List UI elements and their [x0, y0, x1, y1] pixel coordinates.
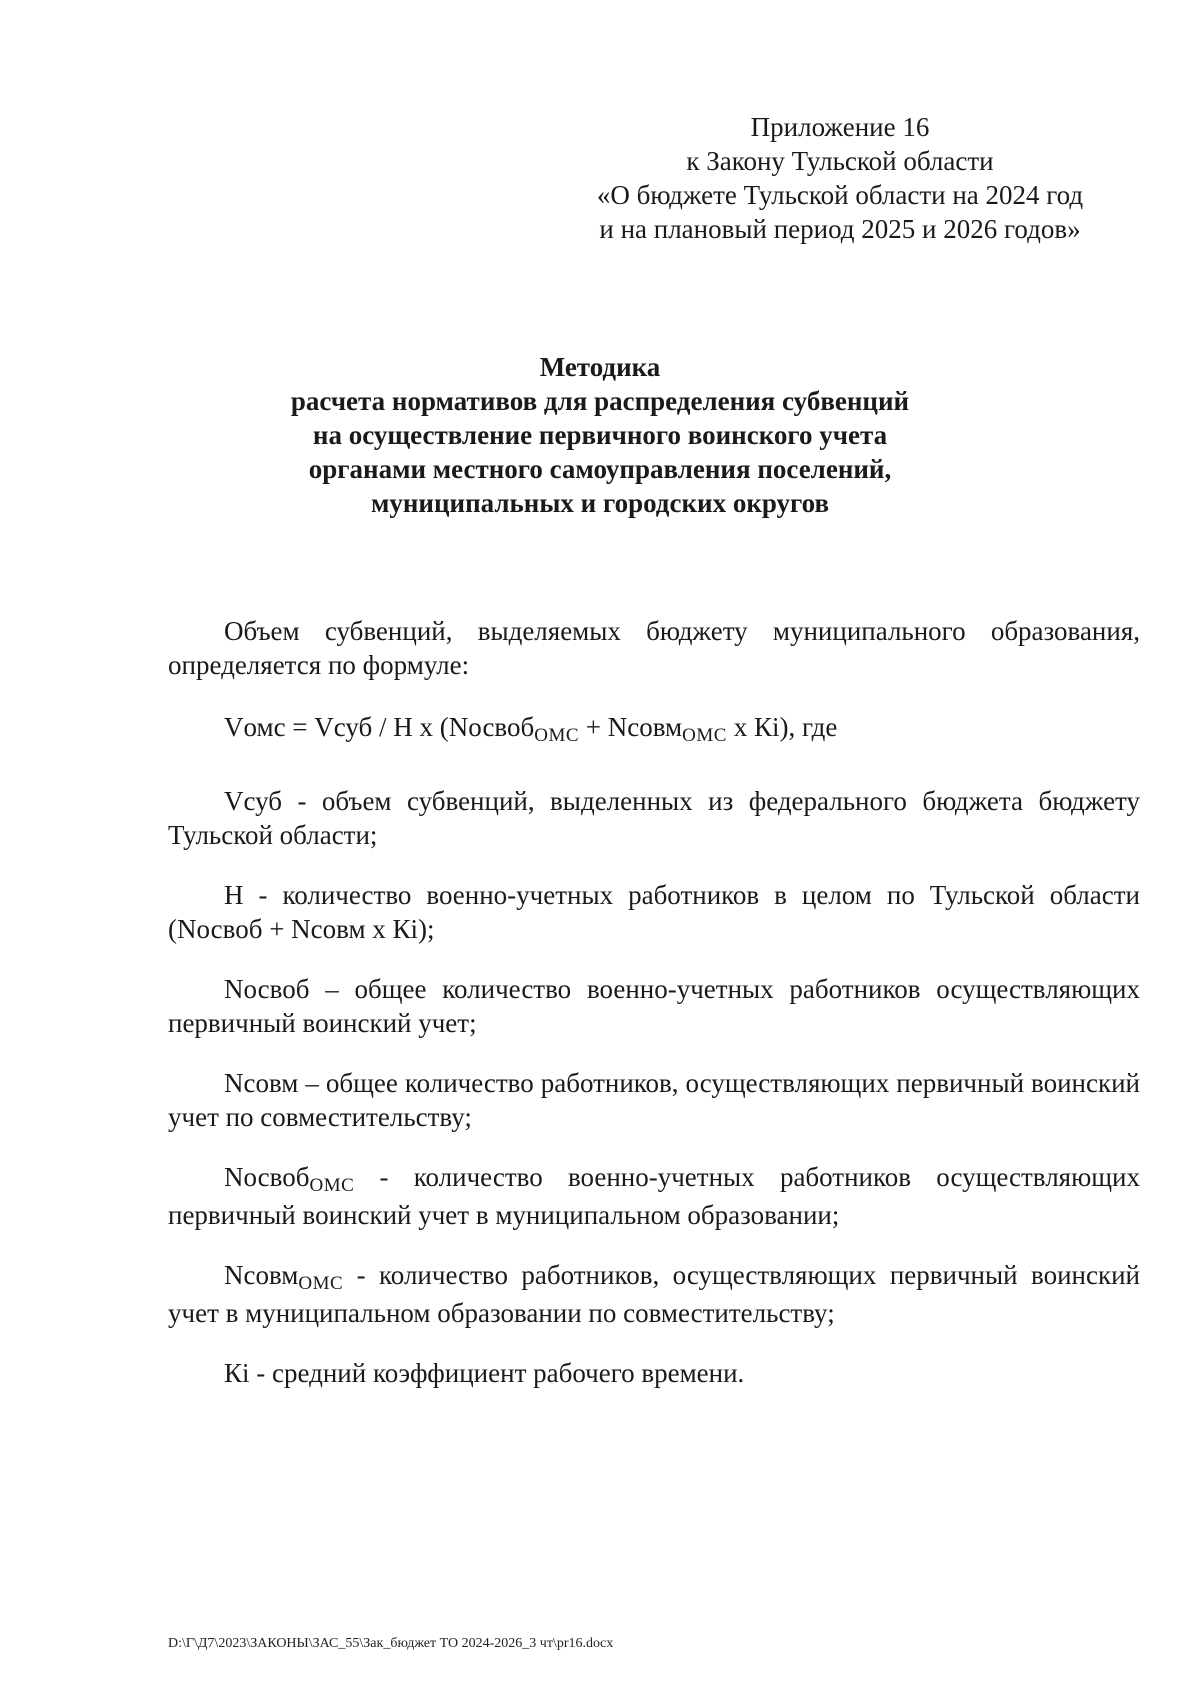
appendix-line-4: и на плановый период 2025 и 2026 годов»: [599, 214, 1081, 244]
formula: [168, 710, 1140, 748]
formula-part-3: х Кi), где: [726, 712, 838, 742]
definition-nosvob-omc: [168, 1160, 1140, 1232]
nosvob-omc-label: [224, 1162, 355, 1196]
file-path-footer: D:\Г\Д7\2023\ЗАКОНЫ\ЗАС_55\Зак_бюджет ТО 2024-2026_3 чт\pr16.docx: [168, 1636, 614, 1651]
appendix-line-1: Приложение 16: [750, 112, 930, 142]
title-line-2: на осуществление первичного воинского учета: [312, 420, 888, 450]
nsovm-omc-label: [224, 1260, 344, 1294]
nosvob-omc-text: - количество военно-учетных работников осуществляющих первичный воинский учет в муниципальном образовании;: [168, 1162, 1140, 1230]
nosvob-omc-label-text: Nосвоб: [224, 1162, 310, 1192]
document-title: [150, 350, 1050, 520]
definition-nosvob: Nосвоб – общее количество военно-учетных работников осуществляющих первичный воинский учет;: [168, 974, 1140, 1038]
nsovm-omc-label-text: Nсовм: [224, 1260, 299, 1290]
title-line-1: расчета нормативов для распределения субвенций: [290, 386, 910, 416]
appendix-line-2: к Закону Тульской области: [686, 146, 994, 176]
appendix-line-3: «О бюджете Тульской области на 2024 год: [596, 180, 1084, 210]
nsovm-omc-text: - количество работников, осуществляющих первичный воинский учет в муниципальном образовании по совместительству;: [168, 1260, 1140, 1328]
title-line-4: муниципальных и городских округов: [370, 488, 830, 518]
formula-part-1: Vомс = Vсуб / Н х (Nосвоб: [224, 712, 535, 742]
title-heading: Методика: [539, 352, 661, 382]
definition-h: Н - количество военно-учетных работников в целом по Тульской области (Nосвоб + Nсовм х Кi);: [168, 880, 1140, 944]
title-line-3: органами местного самоуправления поселений,: [308, 454, 892, 484]
definition-nsovm: Nсовм – общее количество работников, осуществляющих первичный воинский учет по совместительству;: [168, 1068, 1140, 1132]
nosvob-omc-subscript: ОМС: [309, 1175, 355, 1196]
appendix-header: [540, 110, 1140, 246]
definition-vsub: Vсуб - объем субвенций, выделенных из федерального бюджета бюджету Тульской области;: [168, 786, 1140, 850]
nsovm-omc-subscript: ОМС: [298, 1273, 344, 1294]
intro-paragraph: Объем субвенций, выделяемых бюджету муниципального образования, определяется по формуле:: [168, 616, 1140, 680]
formula-part-2: + Nсовм: [579, 712, 683, 742]
definition-nsovm-omc: [168, 1258, 1140, 1330]
definition-ki: Кi - средний коэффициент рабочего времени.: [224, 1358, 745, 1388]
formula-subscript-2: ОМС: [682, 725, 727, 746]
document-body: [168, 614, 1140, 1390]
formula-subscript-1: ОМС: [534, 725, 580, 746]
